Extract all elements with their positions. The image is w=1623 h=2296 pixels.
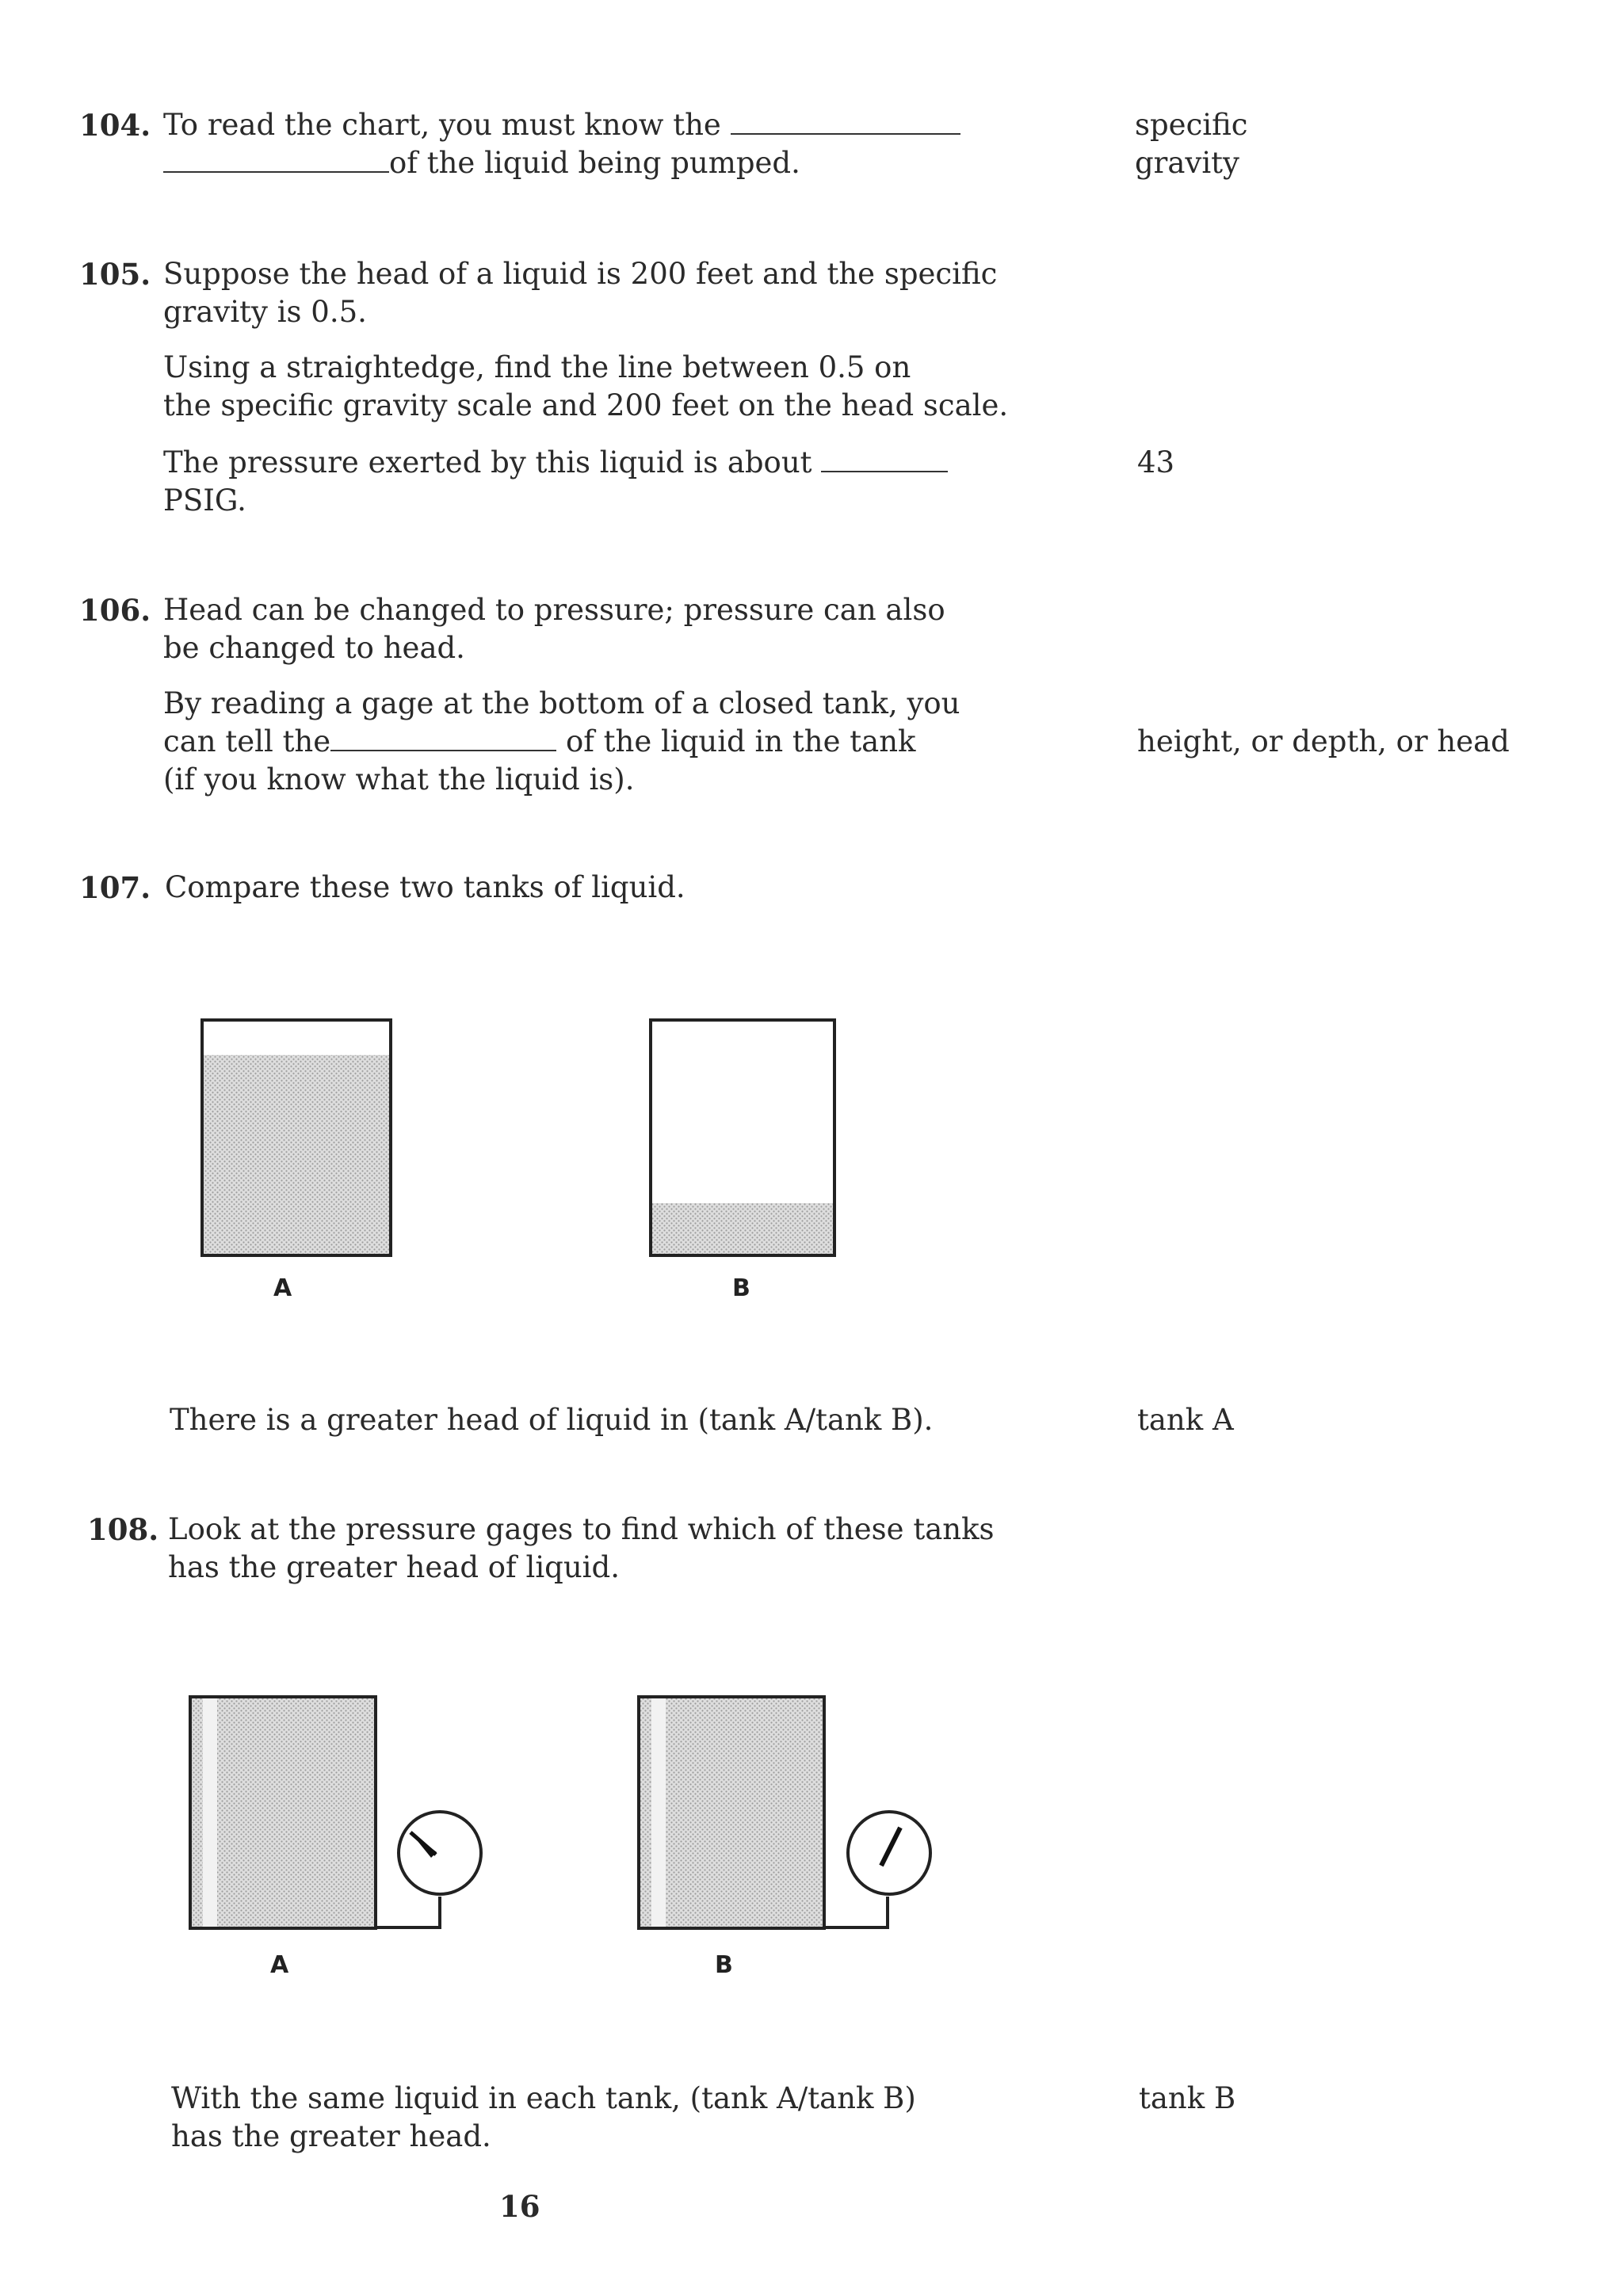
frame-104-answer-2: gravity [1135, 146, 1239, 180]
tank-b-108-label: B [715, 1951, 733, 1979]
frame-105-line-2: gravity is 0.5. [163, 295, 367, 329]
frame-107-answer: tank A [1137, 1403, 1234, 1437]
frame-105-line-5: The pressure exerted by this liquid is about [163, 444, 948, 482]
frame-106-number: 106. [79, 593, 151, 628]
pressure-gage-b [848, 1812, 930, 1894]
frame-105-line-6: PSIG. [163, 483, 246, 518]
pressure-gage-a [399, 1812, 481, 1894]
frame-106-line-5: (if you know what the liquid is). [163, 762, 635, 797]
frame-106-answer: height, or depth, or head [1137, 724, 1510, 758]
frame-108-answer: tank B [1139, 2081, 1236, 2115]
frame-107-number: 107. [79, 870, 151, 905]
tank-a-107 [202, 1020, 391, 1255]
frame-106-line-3: By reading a gage at the bottom of a closed tank, you [163, 686, 960, 720]
frame-104-number: 104. [79, 108, 151, 143]
frame-105-number: 105. [79, 257, 151, 292]
frame-104-line-1: To read the chart, you must know the [163, 106, 960, 144]
frame-105-line-3: Using a straightedge, find the line between 0.5 on [163, 350, 911, 384]
frame-108-question-line-2: has the greater head. [171, 2119, 491, 2153]
tank-a-107-label: A [273, 1274, 292, 1302]
tank-b-108 [639, 1697, 888, 1928]
page-number: 16 [499, 2189, 540, 2224]
frame-107-question: There is a greater head of liquid in (tank A/tank B). [170, 1403, 934, 1437]
frame-104-line-2: of the liquid being pumped. [163, 144, 800, 182]
tank-b-107 [651, 1020, 834, 1255]
frame-108-line-1: Look at the pressure gages to find which of these tanks [168, 1512, 995, 1546]
frame-108-question-line-1: With the same liquid in each tank, (tank A/tank B) [171, 2081, 916, 2115]
tank-a-108 [190, 1697, 440, 1928]
frame-108-number: 108. [87, 1512, 159, 1547]
frame-105-answer: 43 [1137, 445, 1175, 479]
frame-107-line-1: Compare these two tanks of liquid. [165, 870, 685, 904]
frame-108-line-2: has the greater head of liquid. [168, 1550, 620, 1584]
tank-a-108-label: A [270, 1951, 289, 1979]
frame-106-line-4: can tell the of the liquid in the tank [163, 724, 916, 758]
frame-106-line-2: be changed to head. [163, 631, 465, 665]
frame-104-answer-1: specific [1135, 108, 1248, 142]
frame-105-line-4: the specific gravity scale and 200 feet on the head scale. [163, 388, 1009, 422]
frame-105-line-1: Suppose the head of a liquid is 200 feet and the specific [163, 257, 998, 291]
frame-106-line-1: Head can be changed to pressure; pressure can also [163, 593, 945, 627]
tank-b-107-label: B [732, 1274, 750, 1302]
